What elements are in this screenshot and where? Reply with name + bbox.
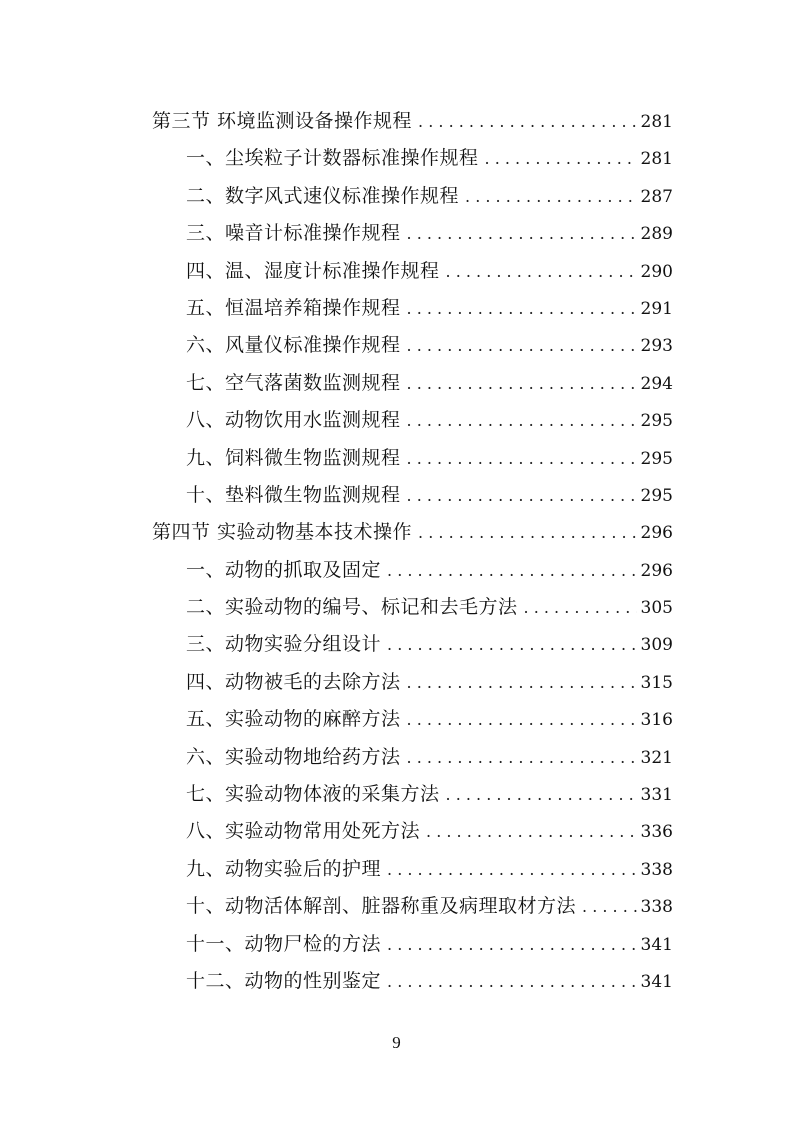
- toc-entry-title: 第四节 实验动物基本技术操作: [152, 521, 413, 544]
- toc-line: [186, 370, 673, 396]
- toc-item-entry[interactable]: [0, 887, 793, 924]
- toc-entry-title: 九、动物实验后的护理: [186, 857, 382, 880]
- toc-entry-page-number: 295: [640, 485, 673, 506]
- toc-entry-page-number: 295: [640, 411, 673, 432]
- toc-line: [186, 968, 673, 994]
- toc-line: [186, 594, 673, 620]
- toc-entry-page-number: 341: [640, 934, 673, 955]
- toc-line: [186, 445, 673, 471]
- toc-entry-title: 六、风量仪标准操作规程: [186, 334, 401, 357]
- toc-line: [152, 519, 673, 545]
- dot-leader: [407, 408, 637, 434]
- toc-entry-page-number: 331: [640, 785, 673, 806]
- dot-leader: [387, 969, 637, 995]
- toc-entry-title: 第三节 环境监测设备操作规程: [152, 110, 413, 132]
- toc-line: [186, 183, 673, 209]
- toc-item-entry[interactable]: [0, 439, 793, 476]
- toc-entry-title: 一、动物的抓取及固定: [186, 558, 382, 581]
- toc-entry-page-number: 295: [640, 448, 673, 469]
- toc-item-entry[interactable]: [0, 252, 793, 289]
- toc-line: [186, 669, 673, 695]
- toc-item-entry[interactable]: [0, 364, 793, 401]
- toc-entry-title: 十一、动物尸检的方法: [186, 932, 382, 955]
- toc-item-entry[interactable]: [0, 177, 793, 214]
- toc-entry-page-number: 294: [640, 373, 673, 394]
- toc-entry-title: 十、垫料微生物监测规程: [186, 483, 401, 506]
- dot-leader: [407, 221, 637, 247]
- dot-leader: [582, 894, 637, 920]
- dot-leader: [446, 782, 637, 808]
- dot-leader: [407, 333, 637, 359]
- toc-item-entry[interactable]: [0, 700, 793, 737]
- toc-line: [186, 220, 673, 246]
- dot-leader: [418, 109, 637, 135]
- toc-line: [186, 332, 673, 358]
- dot-leader: [407, 371, 637, 397]
- toc-entry-page-number: 293: [640, 336, 673, 357]
- toc-entry-title: 一、尘埃粒子计数器标准操作规程: [186, 147, 479, 170]
- dot-leader: [407, 296, 637, 322]
- dot-leader: [465, 184, 637, 210]
- toc-entry-title: 九、饲料微生物监测规程: [186, 446, 401, 469]
- dot-leader: [387, 857, 637, 883]
- toc-entry-page-number: 338: [640, 859, 673, 880]
- toc-item-entry[interactable]: [0, 476, 793, 513]
- toc-entry-title: 四、温、湿度计标准操作规程: [186, 259, 440, 282]
- toc-entry-page-number: 316: [640, 710, 673, 731]
- toc-entry-title: 三、噪音计标准操作规程: [186, 222, 401, 245]
- toc-entry-page-number: 287: [640, 186, 673, 207]
- toc-line: [186, 145, 673, 171]
- dot-leader: [387, 632, 637, 658]
- toc-entry-page-number: 305: [640, 598, 673, 619]
- page-number: 9: [392, 1033, 401, 1052]
- dot-leader: [387, 558, 637, 584]
- toc-line: [186, 856, 673, 882]
- toc-section-entry[interactable]: [0, 102, 793, 139]
- toc-line: [186, 706, 673, 732]
- toc-entry-title: 二、实验动物的编号、标记和去毛方法: [186, 596, 518, 619]
- toc-item-entry[interactable]: [0, 775, 793, 812]
- dot-leader: [407, 446, 637, 472]
- toc-item-entry[interactable]: [0, 401, 793, 438]
- toc-line: [186, 893, 673, 919]
- toc-item-entry[interactable]: [0, 663, 793, 700]
- toc-item-entry[interactable]: [0, 625, 793, 662]
- toc-line: [186, 931, 673, 957]
- toc-entry-title: 五、实验动物的麻醉方法: [186, 708, 401, 731]
- dot-leader: [387, 932, 637, 958]
- toc-item-entry[interactable]: [0, 214, 793, 251]
- toc-entry-title: 五、恒温培养箱操作规程: [186, 296, 401, 319]
- toc-entry-title: 六、实验动物地给药方法: [186, 745, 401, 768]
- toc-entry-title: 七、实验动物体液的采集方法: [186, 783, 440, 806]
- toc-entry-page-number: 315: [640, 672, 673, 693]
- toc-item-entry[interactable]: [0, 962, 793, 999]
- toc-line: [186, 295, 673, 321]
- toc-entry-page-number: 296: [640, 560, 673, 581]
- toc-line: [186, 818, 673, 844]
- toc-item-entry[interactable]: [0, 812, 793, 849]
- dot-leader: [418, 520, 637, 546]
- toc-entry-title: 四、动物被毛的去除方法: [186, 670, 401, 693]
- toc-entry-page-number: 338: [640, 897, 673, 918]
- toc-entry-title: 十二、动物的性别鉴定: [186, 969, 382, 992]
- toc-item-entry[interactable]: [0, 588, 793, 625]
- dot-leader: [407, 745, 637, 771]
- table-of-contents: [0, 102, 793, 999]
- toc-entry-title: 二、数字风式速仪标准操作规程: [186, 184, 460, 207]
- toc-line: [186, 781, 673, 807]
- toc-section-entry[interactable]: [0, 513, 793, 550]
- toc-entry-page-number: 281: [640, 149, 673, 170]
- toc-entry-page-number: 321: [640, 747, 673, 768]
- toc-line: [186, 631, 673, 657]
- toc-entry-page-number: 309: [640, 635, 673, 656]
- toc-entry-title: 三、动物实验分组设计: [186, 633, 382, 656]
- toc-entry-title: 八、动物饮用水监测规程: [186, 409, 401, 432]
- toc-entry-page-number: 341: [640, 971, 673, 992]
- dot-leader: [524, 595, 637, 621]
- toc-entry-page-number: 291: [640, 298, 673, 319]
- toc-entry-page-number: 296: [640, 523, 673, 544]
- toc-line: [186, 407, 673, 433]
- toc-line: [186, 258, 673, 284]
- toc-entry-page-number: 281: [640, 112, 673, 132]
- toc-item-entry[interactable]: [0, 139, 793, 176]
- toc-line: [186, 482, 673, 508]
- toc-entry-title: 七、空气落菌数监测规程: [186, 371, 401, 394]
- dot-leader: [407, 483, 637, 509]
- toc-item-entry[interactable]: [0, 551, 793, 588]
- toc-item-entry[interactable]: [0, 925, 793, 962]
- dot-leader: [426, 819, 637, 845]
- toc-line: [152, 108, 673, 134]
- toc-entry-title: 八、实验动物常用处死方法: [186, 820, 421, 843]
- dot-leader: [407, 707, 637, 733]
- toc-entry-page-number: 290: [640, 261, 673, 282]
- toc-item-entry[interactable]: [0, 850, 793, 887]
- dot-leader: [446, 259, 637, 285]
- toc-item-entry[interactable]: [0, 326, 793, 363]
- toc-entry-page-number: 336: [640, 822, 673, 843]
- dot-leader: [407, 670, 637, 696]
- toc-entry-title: 十、动物活体解剖、脏器称重及病理取材方法: [186, 895, 577, 918]
- toc-item-entry[interactable]: [0, 289, 793, 326]
- toc-item-entry[interactable]: [0, 738, 793, 775]
- dot-leader: [485, 146, 637, 172]
- toc-line: [186, 557, 673, 583]
- toc-entry-page-number: 289: [640, 224, 673, 245]
- toc-line: [186, 744, 673, 770]
